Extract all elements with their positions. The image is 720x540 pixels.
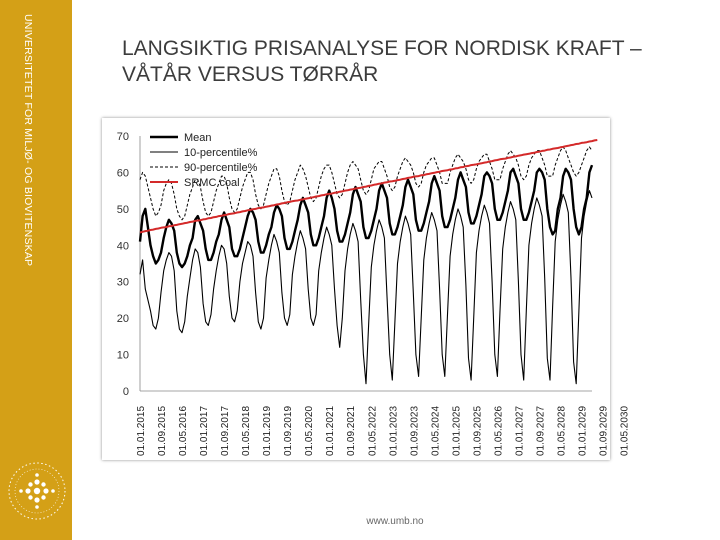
sidebar-band	[0, 0, 72, 540]
chart-frame	[102, 118, 631, 460]
y-tick-label: 20	[116, 313, 129, 326]
y-tick-label: 30	[116, 276, 129, 289]
footer-url: www.umb.no	[366, 516, 424, 527]
x-tick-label: 01.05.2018	[241, 405, 253, 456]
y-tick-label: 50	[116, 203, 129, 216]
x-tick-label: 01.05.2020	[304, 405, 316, 456]
y-tick-label: 40	[116, 240, 129, 253]
x-tick-label: 01.01.2023	[388, 405, 400, 456]
university-seal-icon	[6, 460, 68, 522]
y-tick-label: 0	[122, 386, 129, 398]
x-tick-label: 01.05.2016	[178, 405, 190, 456]
x-tick-label: 01.01.2029	[577, 405, 589, 456]
x-tick-label: 01.05.2030	[619, 405, 631, 456]
x-tick-label: 01.01.2019	[262, 405, 274, 456]
y-tick-label: 60	[116, 167, 129, 180]
line-chart	[102, 118, 631, 460]
legend-label: 90-percentile%	[184, 162, 258, 174]
x-tick-label: 01.05.2024	[430, 405, 442, 456]
x-tick-label: 01.09.2027	[535, 405, 547, 456]
legend-label: SRMC coal	[184, 177, 240, 189]
x-tick-label: 01.01.2017	[199, 405, 211, 456]
x-tick-label: 01.05.2028	[556, 405, 568, 456]
x-tick-label: 01.01.2015	[136, 405, 147, 456]
x-tick-label: 01.09.2015	[157, 405, 169, 456]
x-tick-label: 01.01.2025	[451, 405, 463, 456]
x-tick-label: 01.09.2025	[472, 405, 484, 456]
x-tick-label: 01.05.2022	[367, 405, 379, 456]
x-tick-label: 01.09.2017	[220, 405, 232, 456]
slide-title: LANGSIKTIG PRISANALYSE FOR NORDISK KRAFT – VÅTÅR VERSUS TØRRÅR	[122, 37, 642, 86]
x-tick-label: 01.01.2021	[325, 405, 337, 456]
x-tick-label: 01.09.2019	[283, 405, 295, 456]
x-tick-label: 01.05.2026	[493, 405, 505, 456]
university-name: UNIVERSITETET FOR MILJØ- OG BIOVITENSKAP	[22, 14, 34, 267]
x-tick-label: 01.01.2027	[514, 405, 526, 456]
y-tick-label: 10	[116, 349, 129, 362]
x-tick-label: 01.09.2029	[598, 405, 610, 456]
legend-label: 10-percentile%	[184, 147, 258, 159]
x-tick-label: 01.09.2021	[346, 405, 358, 456]
x-tick-label: 01.09.2023	[409, 405, 421, 456]
y-tick-label: 70	[116, 131, 129, 143]
legend-label: Mean	[184, 132, 212, 144]
